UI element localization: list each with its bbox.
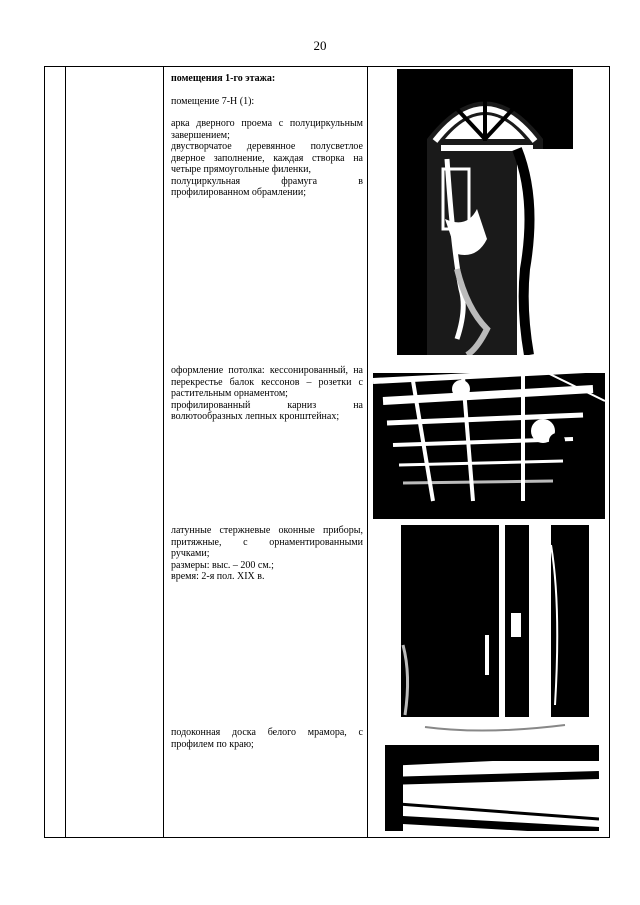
description-line: двустворчатое деревянное полусветлое дверное заполнение, каждая створка на четыре прямоугольные филенки,: [171, 141, 363, 175]
description-line: арка дверного проема с полуциркульным завершением;: [171, 118, 363, 141]
description-line: полуциркульная фрамуга в профилированном обрамлении;: [171, 175, 363, 198]
photo-window-fittings: [401, 525, 589, 717]
description-line: время: 2-я пол. XIX в.: [171, 571, 265, 582]
text-block-window: [171, 525, 363, 583]
photo-window-fittings-image: [401, 525, 589, 717]
photo-ceiling-image: [373, 361, 605, 519]
photo-window-sill: [385, 723, 599, 831]
photo-window-sill-image: [385, 723, 599, 831]
text-block-ceiling: [171, 365, 363, 423]
photo-door-arch-image: [397, 69, 573, 355]
text-block-sill: [171, 727, 363, 750]
section-heading: помещения 1-го этажа:: [171, 73, 276, 84]
document-table: [44, 66, 610, 838]
photo-door-arch: [397, 69, 573, 355]
description-line: подоконная доска белого мрамора, с профилем по краю;: [171, 727, 363, 750]
column-divider: [367, 67, 368, 837]
description-line: размеры: выс. – 200 см.;: [171, 559, 274, 571]
photo-ceiling: [373, 361, 605, 519]
description-line: оформление потолка: кессонированный, на перекрестье балок кессонов – розетки с растительным орнаментом;: [171, 365, 363, 399]
text-block-door: [171, 73, 363, 199]
room-label: помещение 7-Н (1):: [171, 95, 255, 107]
description-line: профилированный карниз на волютообразных лепных кронштейнах;: [171, 399, 363, 422]
column-divider: [65, 67, 66, 837]
description-line: латунные стержневые оконные приборы, притяжные, с орнаментированными ручками;: [171, 525, 363, 559]
column-divider: [163, 67, 164, 837]
page-number: 20: [313, 38, 327, 53]
